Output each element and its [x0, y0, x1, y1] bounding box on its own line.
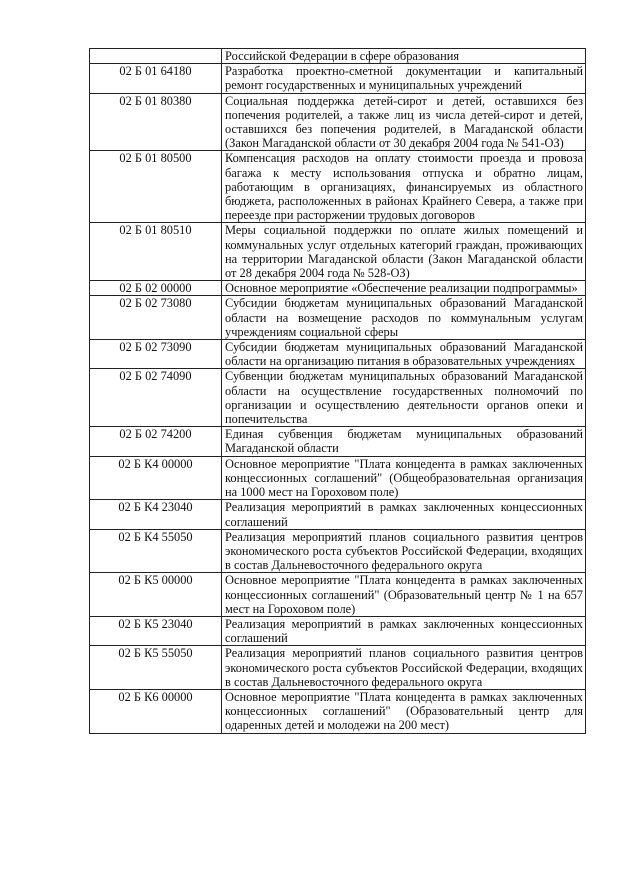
table-row	[90, 427, 586, 456]
row-description-cell: Компенсация расходов на оплату стоимости проезда и провоза багажа к месту использования отпуска и обратно лицам, работающим в организациях, финансируемых из областного бюджета, расположенных в районах Крайнего Севера, а также при переезде при расторжении трудовых договоров	[222, 151, 586, 223]
row-code-cell: 02 Б К6 00000	[90, 689, 222, 733]
table-row	[90, 49, 586, 64]
table-row	[90, 529, 586, 573]
row-code-cell: 02 Б 02 00000	[90, 281, 222, 296]
row-description-cell: Основное мероприятие «Обеспечение реализации подпрограммы»	[222, 281, 586, 296]
row-code-cell: 02 Б 01 64180	[90, 64, 222, 93]
table-row	[90, 281, 586, 296]
row-description-cell: Реализация мероприятий в рамках заключенных концессионных соглашений	[222, 616, 586, 645]
row-description-cell: Меры социальной поддержки по оплате жилых помещений и коммунальных услуг отдельных категорий граждан, проживающих на территории Магаданской области (Закон Магаданской области от 28 декабря 2004 года № 528-ОЗ)	[222, 223, 586, 281]
row-description-cell: Разработка проектно-сметной документации и капитальный ремонт государственных и муниципальных учреждений	[222, 64, 586, 93]
row-code-cell: 02 Б К5 00000	[90, 573, 222, 617]
row-code-cell: 02 Б К4 00000	[90, 456, 222, 500]
row-description-cell: Российской Федерации в сфере образования	[222, 49, 586, 64]
row-description-cell: Основное мероприятие "Плата концедента в рамках заключенных концессионных соглашений" (Образовательный центр для одаренных детей и молодежи на 200 мест)	[222, 689, 586, 733]
row-description-cell: Реализация мероприятий планов социального развития центров экономического роста субъектов Российской Федерации, входящих в состав Дальневосточного федерального округа	[222, 646, 586, 690]
row-description-cell: Реализация мероприятий в рамках заключенных концессионных соглашений	[222, 500, 586, 529]
row-code-cell: 02 Б 01 80510	[90, 223, 222, 281]
row-code-cell: 02 Б 02 73090	[90, 340, 222, 369]
table-row	[90, 93, 586, 151]
table-body	[90, 49, 586, 734]
row-code-cell: 02 Б 02 74200	[90, 427, 222, 456]
table-row	[90, 369, 586, 427]
row-code-cell: 02 Б К5 55050	[90, 646, 222, 690]
table-row	[90, 223, 586, 281]
row-description-cell: Основное мероприятие "Плата концедента в рамках заключенных концессионных соглашений" (Образовательный центр № 1 на 657 мест на Гороховом поле)	[222, 573, 586, 617]
row-code-cell: 02 Б 02 74090	[90, 369, 222, 427]
row-code-cell	[90, 49, 222, 64]
row-description-cell: Реализация мероприятий планов социального развития центров экономического роста субъектов Российской Федерации, входящих в состав Дальневосточного федерального округа	[222, 529, 586, 573]
table-row	[90, 689, 586, 733]
row-code-cell: 02 Б 01 80380	[90, 93, 222, 151]
table-row	[90, 573, 586, 617]
row-description-cell: Основное мероприятие "Плата концедента в рамках заключенных концессионных соглашений" (Общеобразовательная организация на 1000 мест на Гороховом поле)	[222, 456, 586, 500]
table-row	[90, 616, 586, 645]
table-row	[90, 500, 586, 529]
row-description-cell: Субсидии бюджетам муниципальных образований Магаданской области на организацию питания в образовательных учреждениях	[222, 340, 586, 369]
row-code-cell: 02 Б К4 23040	[90, 500, 222, 529]
table-row	[90, 151, 586, 223]
table-row	[90, 456, 586, 500]
table-row	[90, 646, 586, 690]
row-code-cell: 02 Б К5 23040	[90, 616, 222, 645]
row-description-cell: Субсидии бюджетам муниципальных образований Магаданской области на возмещение расходов по коммунальным услугам учреждениям социальной сферы	[222, 296, 586, 340]
table-row	[90, 340, 586, 369]
row-description-cell: Единая субвенция бюджетам муниципальных образований Магаданской области	[222, 427, 586, 456]
row-code-cell: 02 Б 01 80500	[90, 151, 222, 223]
table-row	[90, 296, 586, 340]
row-description-cell: Субвенции бюджетам муниципальных образований Магаданской области на осуществление государственных полномочий по организации и осуществлению деятельности органов опеки и попечительства	[222, 369, 586, 427]
row-description-cell: Социальная поддержка детей-сирот и детей, оставшихся без попечения родителей, а также лиц из числа детей-сирот и детей, оставшихся без попечения родителей, в Магаданской области (Закон Магаданской области от 30 декабря 2004 года № 541-ОЗ)	[222, 93, 586, 151]
budget-classification-table	[89, 48, 586, 734]
row-code-cell: 02 Б К4 55050	[90, 529, 222, 573]
row-code-cell: 02 Б 02 73080	[90, 296, 222, 340]
table-row	[90, 64, 586, 93]
